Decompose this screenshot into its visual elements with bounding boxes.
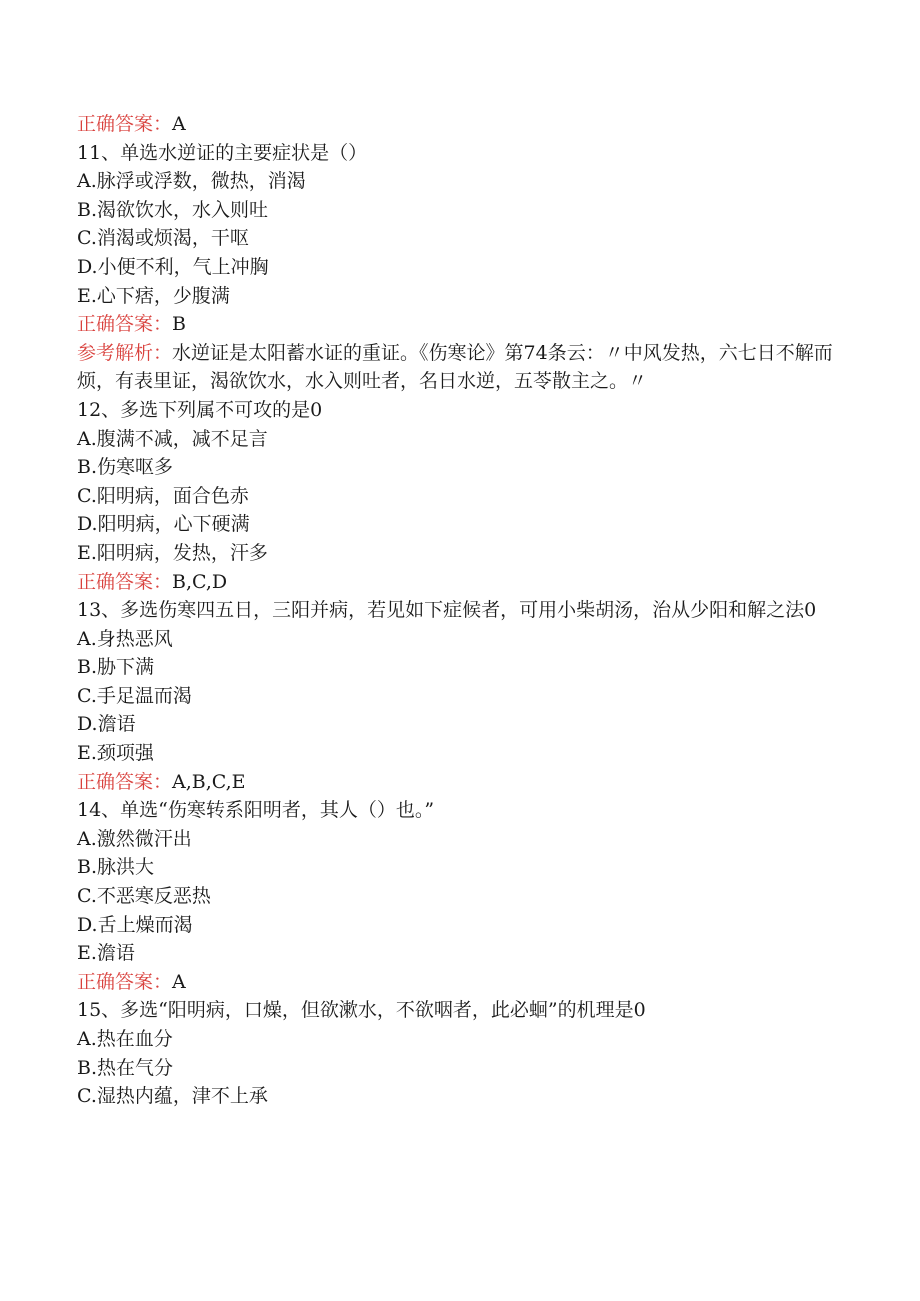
question-stem: 13、多选伤寒四五日，三阳并病，若见如下症候者，可用小柴胡汤，治从少阳和解之法0	[77, 599, 817, 622]
answer-label: 正确答案：	[77, 113, 173, 135]
answer-line	[77, 968, 837, 997]
answer-line	[77, 110, 837, 139]
option-c: C.湿热内蕴，津不上承	[77, 1085, 268, 1108]
option-a: A.热在血分	[77, 1028, 173, 1050]
option-c: C.阳明病，面合色赤	[77, 484, 249, 507]
option-b: B.伤寒呕多	[77, 456, 174, 479]
question-stem: 15、多选“阳明病，口燥，但欲漱水，不欲咽者，此必蛔”的机理是0	[77, 999, 646, 1022]
option-d: D.舌上燥而渴	[77, 913, 193, 936]
question-stem: 12、多选下列属不可攻的是0	[77, 398, 323, 421]
option-c: C.不恶寒反恶热	[77, 885, 211, 908]
option-e: E.澹语	[77, 942, 135, 965]
question-stem: 14、单选“伤寒转系阳明者，其人（）也。”	[77, 799, 435, 822]
option-b: B.脉洪大	[77, 856, 155, 879]
answer-value: B	[172, 313, 186, 336]
document-page	[77, 110, 837, 1111]
option-d: D.阳明病，心下硬满	[77, 513, 250, 536]
question-stem: 11、单选水逆证的主要症状是（）	[77, 141, 368, 164]
option-a: A.脉浮或浮数，微热，消渴	[77, 170, 306, 193]
option-e: E.心下痞，少腹满	[77, 284, 230, 307]
answer-line	[77, 568, 837, 597]
answer-value: A	[172, 970, 186, 993]
option-c: C.消渴或烦渴，干呕	[77, 227, 249, 250]
option-e: E.阳明病，发热，汗多	[77, 541, 268, 564]
option-a: A.腹满不减，减不足言	[77, 427, 268, 450]
option-b: B.渴欲饮水，水入则吐	[77, 198, 269, 221]
option-d: D.小便不利，气上冲胸	[77, 255, 269, 278]
answer-label: 正确答案：	[77, 770, 173, 793]
answer-line	[77, 768, 837, 797]
answer-value: A,B,C,E	[172, 770, 246, 793]
answer-line	[77, 310, 837, 339]
answer-value: B,C,D	[172, 570, 228, 593]
answer-value: A	[172, 113, 186, 135]
option-b: B.热在气分	[77, 1056, 174, 1079]
answer-label: 正确答案：	[77, 970, 173, 993]
option-b: B.胁下满	[77, 656, 155, 679]
answer-label: 正确答案：	[77, 570, 173, 593]
analysis-text: 水逆证是太阳蓄水证的重证。《伤寒论》第74条云：〃中风发热，六七日不解而烦，有表里证，渴欲饮水，水入则吐者，名日水逆，五苓散主之。〃	[77, 341, 833, 393]
option-c: C.手足温而渴	[77, 684, 192, 707]
option-a: A.身热恶风	[77, 627, 173, 650]
analysis-label: 参考解析：	[77, 341, 173, 364]
answer-label: 正确答案：	[77, 313, 173, 336]
option-d: D.澹语	[77, 713, 136, 736]
analysis-block	[77, 339, 837, 396]
option-a: A.激然微汗出	[77, 827, 192, 850]
option-e: E.颈项强	[77, 742, 154, 765]
